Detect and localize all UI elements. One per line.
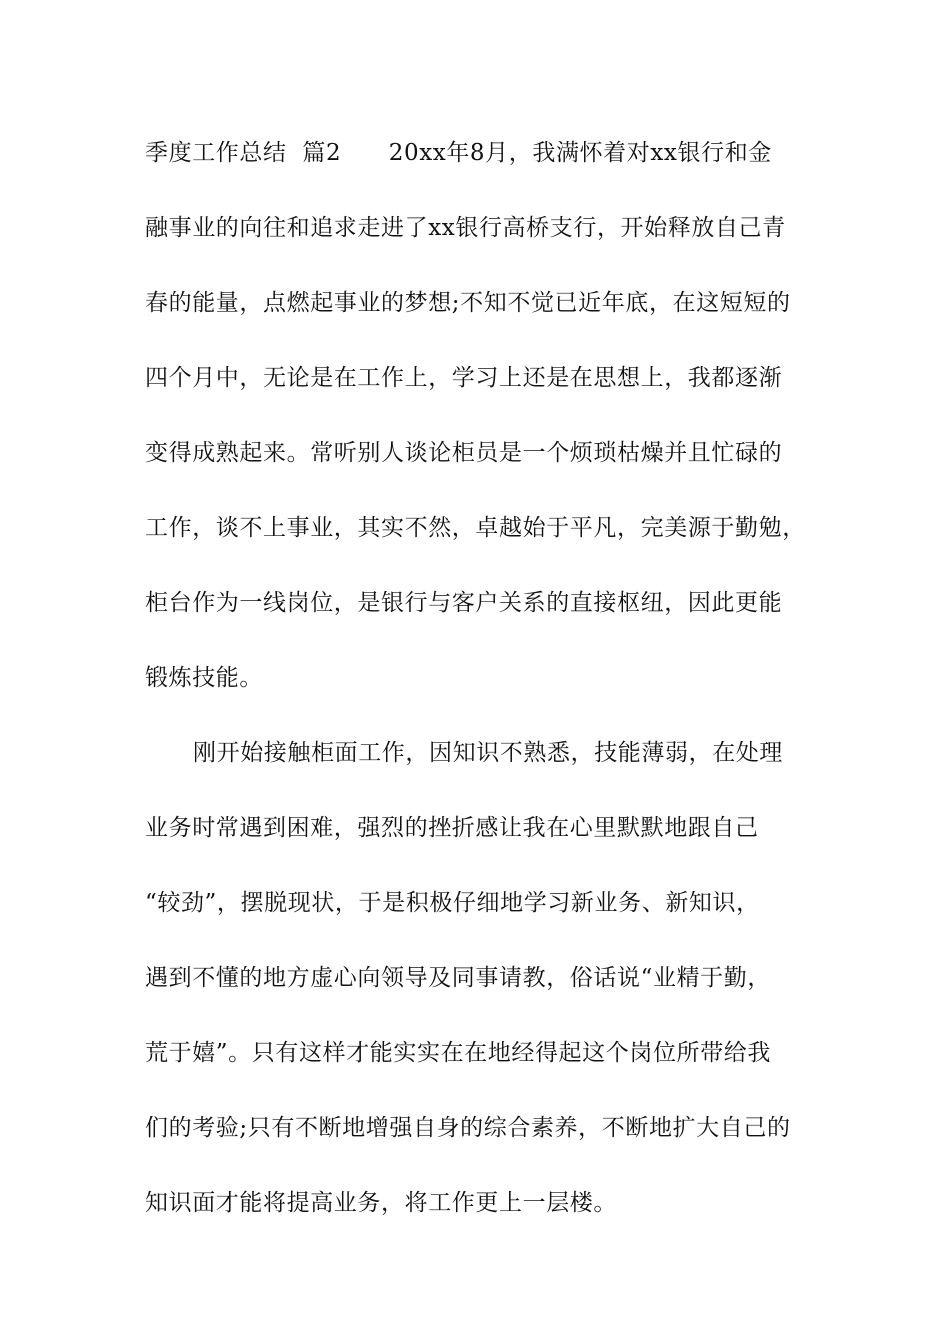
text-line: 遇到不懂的地方虚心向领导及同事请教，俗话说“业精于勤，: [145, 965, 771, 991]
text-line: 们的考验;只有不断地增强自身的综合素养，不断地扩大自己的: [145, 1115, 791, 1141]
paragraph-first-line: 刚开始接触柜面工作，因知识不熟悉，技能薄弱，在处理: [193, 740, 783, 766]
text-line: 业务时常遇到困难，强烈的挫折感让我在心里默默地跟自己: [145, 815, 759, 841]
text-line: 变得成熟起来。常听别人谈论柜员是一个烦琐枯燥并且忙碌的: [145, 440, 783, 466]
text-line: 融事业的向往和追求走进了xx银行高桥支行，开始释放自己青: [145, 215, 786, 241]
text-line: 知识面才能将提高业务，将工作更上一层楼。: [145, 1190, 617, 1216]
text-line: 柜台作为一线岗位，是银行与客户关系的直接枢纽，因此更能: [145, 590, 783, 616]
text-line: 季度工作总结 篇2 20xx年8月，我满怀着对xx银行和金: [145, 140, 772, 166]
text-line: 工作，谈不上事业，其实不然，卓越始于平凡，完美源于勤勉，: [145, 515, 806, 541]
text-line: 四个月中，无论是在工作上，学习上还是在思想上，我都逐渐: [145, 365, 783, 391]
text-line: “较劲”，摆脱现状，于是积极仔细地学习新业务、新知识，: [145, 890, 760, 916]
text-line: 锻炼技能。: [145, 665, 263, 691]
text-line: 荒于嬉”。只有这样才能实实在在地经得起这个岗位所带给我: [145, 1040, 771, 1066]
text-line: 春的能量，点燃起事业的梦想;不知不觉已近年底，在这短短的: [145, 290, 791, 316]
